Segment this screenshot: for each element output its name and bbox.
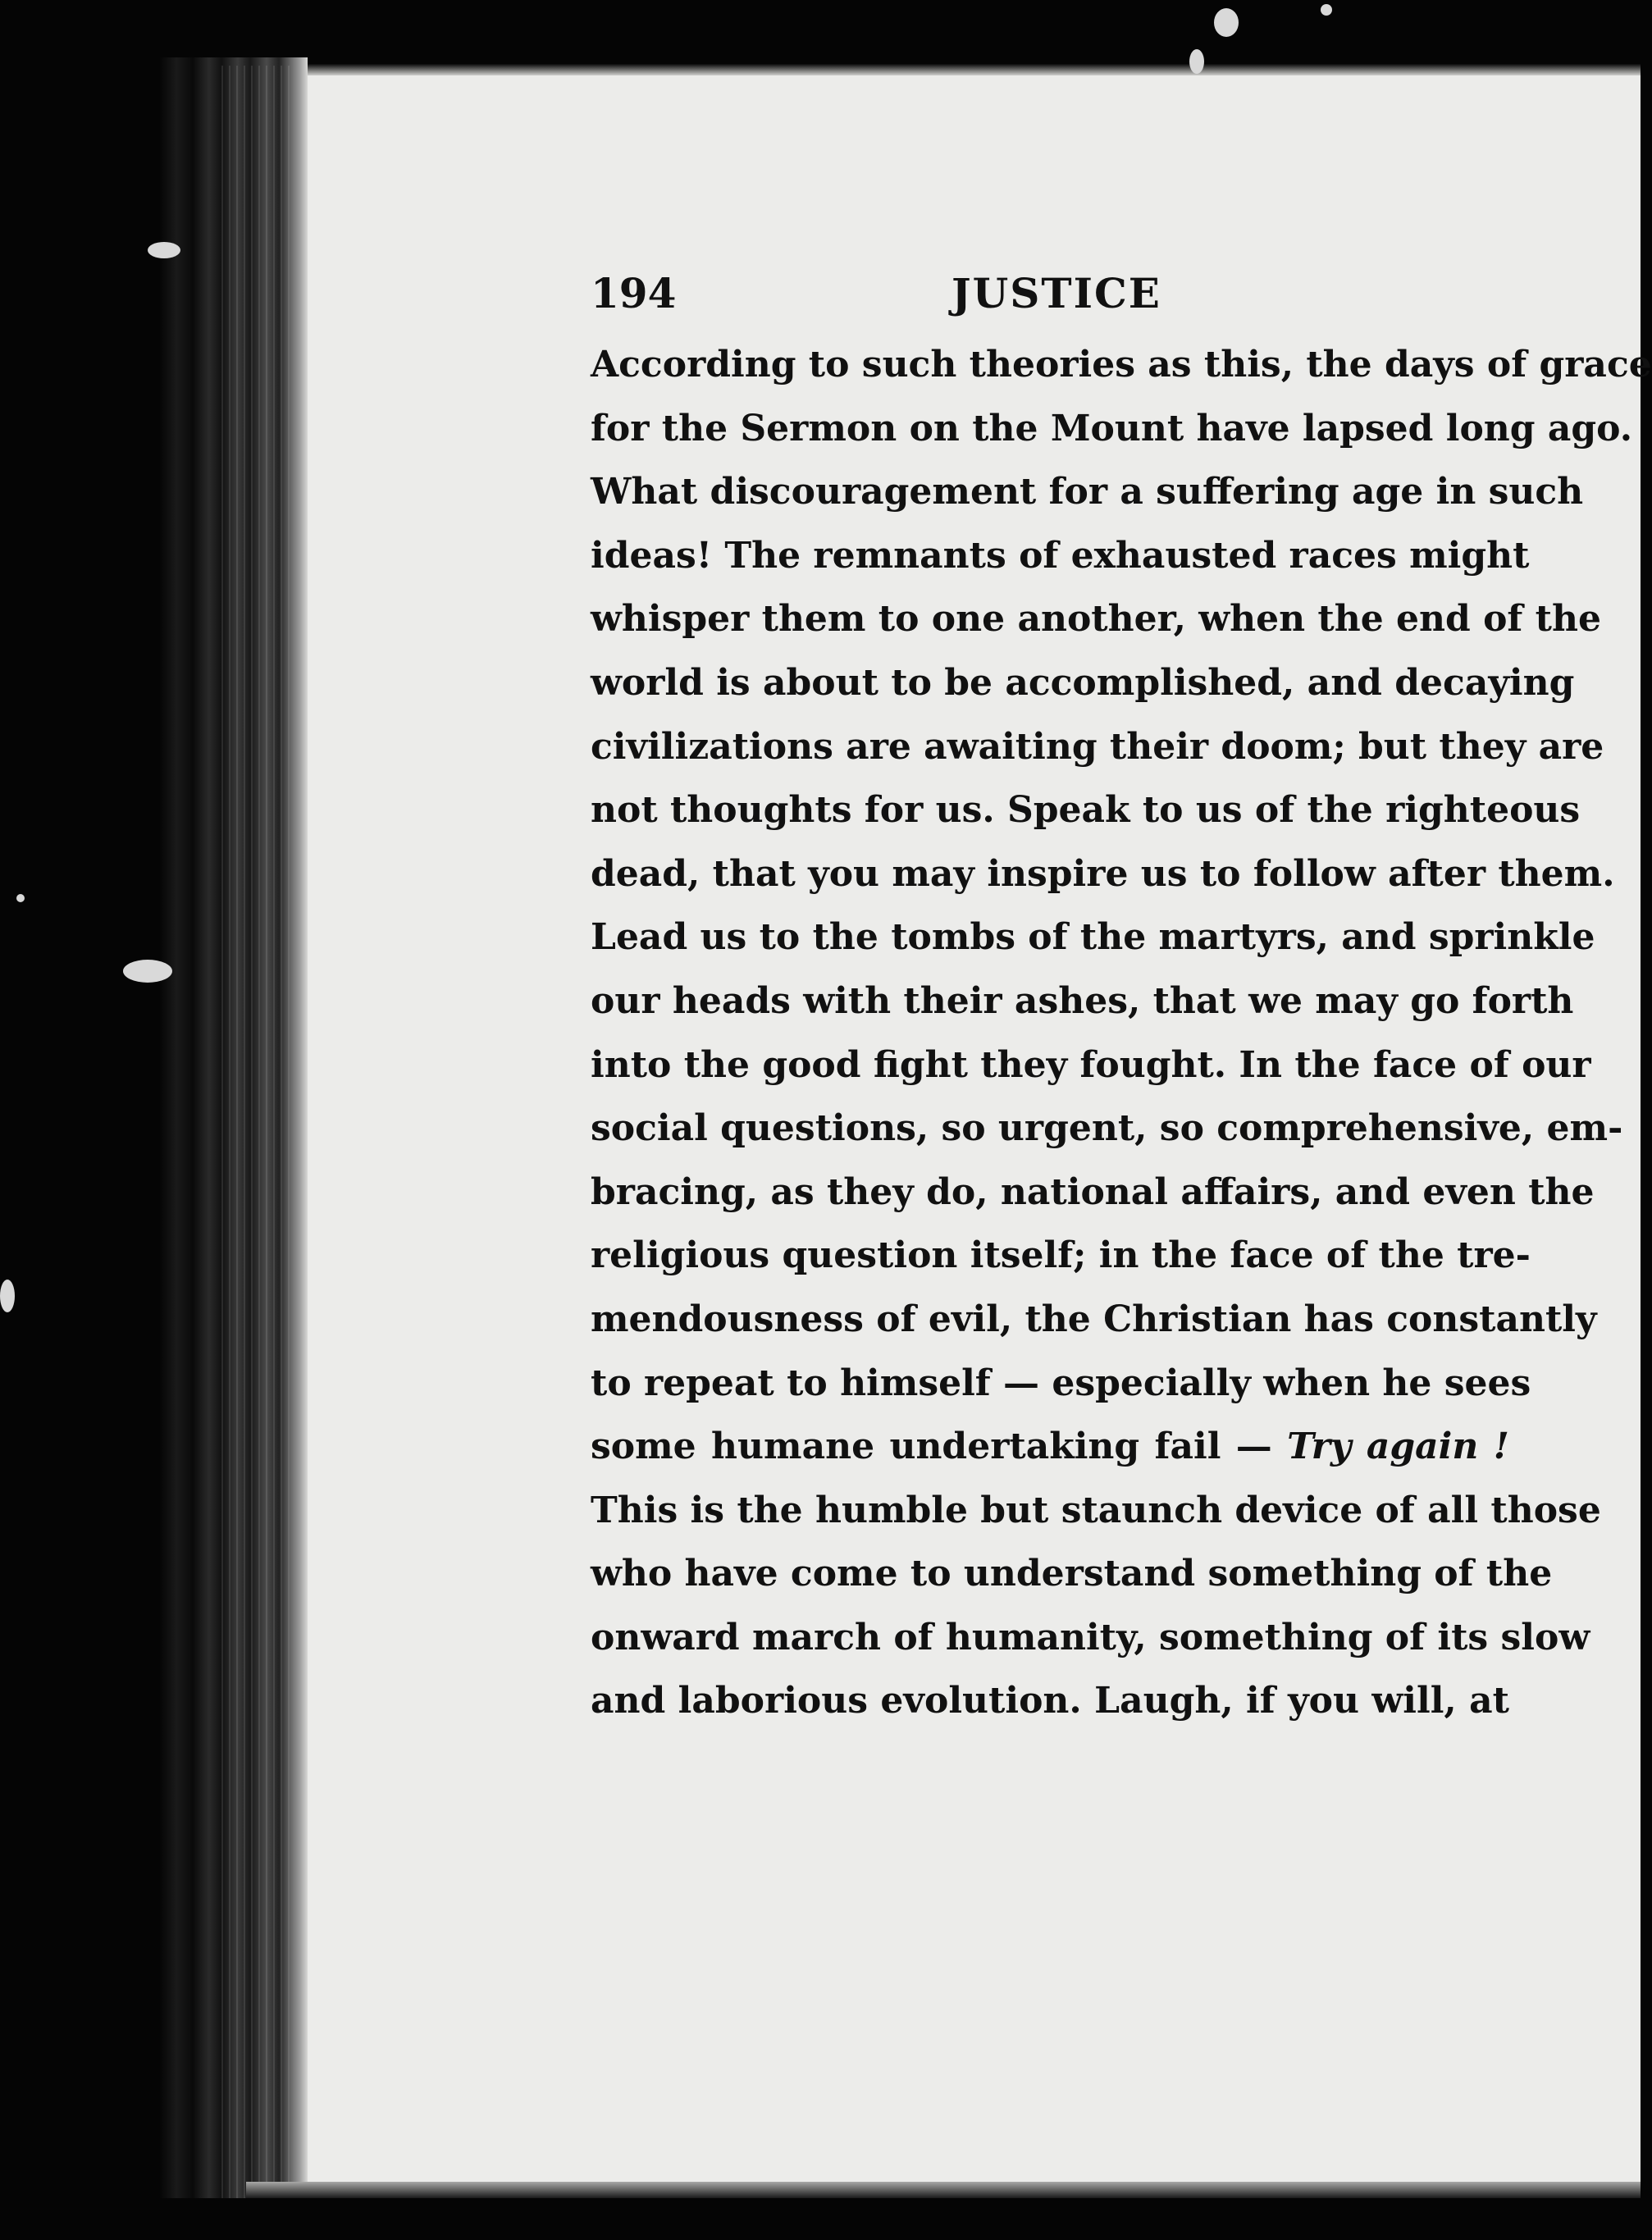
text-line: and laborious evolution. Laugh, if you will, at — [591, 1680, 1509, 1722]
text-line: onward march of humanity, something of its slow — [591, 1616, 1590, 1658]
text-line: into the good fight they fought. In the face of our — [591, 1043, 1591, 1086]
page-number: 194 — [591, 269, 677, 317]
text-line: not thoughts for us. Speak to us of the righteous — [591, 789, 1581, 832]
dust-speck — [16, 894, 25, 902]
page-edge-striations — [221, 66, 295, 2198]
text-line: to repeat to himself — especially when he sees — [591, 1362, 1531, 1404]
dust-speck — [148, 242, 180, 258]
text-line-with-italic — [591, 1415, 1509, 1479]
text-line: What discouragement for a suffering age in such — [591, 471, 1584, 513]
text-line: whisper them to one another, when the end of the — [591, 598, 1601, 641]
text-line: ideas! The remnants of exhausted races might — [591, 534, 1530, 577]
text-line: our heads with their ashes, that we may go forth — [591, 979, 1574, 1022]
text-line: religious question itself; in the face of the tre- — [591, 1234, 1531, 1277]
text-line: social questions, so urgent, so comprehensive, em- — [591, 1107, 1623, 1150]
page-bottom-edge — [246, 2182, 1641, 2198]
text-line: civilizations are awaiting their doom; but they are — [591, 725, 1604, 768]
running-head: JUSTICE — [951, 269, 1161, 317]
body-text — [591, 333, 1652, 1733]
dust-speck — [1214, 8, 1239, 37]
text-line-start: some humane undertaking fail — — [591, 1426, 1288, 1468]
text-line: mendousness of evil, the Christian has constantly — [591, 1298, 1597, 1340]
dust-speck — [1321, 4, 1332, 16]
page-header — [591, 261, 1161, 326]
text-line: This is the humble but staunch device of all those — [591, 1489, 1601, 1531]
text-line: world is about to be accomplished, and decaying — [591, 661, 1575, 704]
text-line: dead, that you may inspire us to follow after them. — [591, 852, 1615, 895]
dust-speck — [123, 960, 172, 983]
italic-phrase: Try again ! — [1287, 1426, 1509, 1468]
text-line: for the Sermon on the Mount have lapsed long ago. — [591, 407, 1633, 449]
dust-speck — [0, 1280, 15, 1312]
page-top-edge — [283, 64, 1641, 75]
text-line: Lead us to the tombs of the martyrs, and sprinkle — [591, 916, 1595, 959]
text-line: bracing, as they do, national affairs, and even the — [591, 1170, 1595, 1213]
dust-speck — [1189, 49, 1204, 74]
text-line: who have come to understand something of the — [591, 1553, 1553, 1595]
text-line: According to such theories as this, the days of grace — [591, 344, 1652, 385]
